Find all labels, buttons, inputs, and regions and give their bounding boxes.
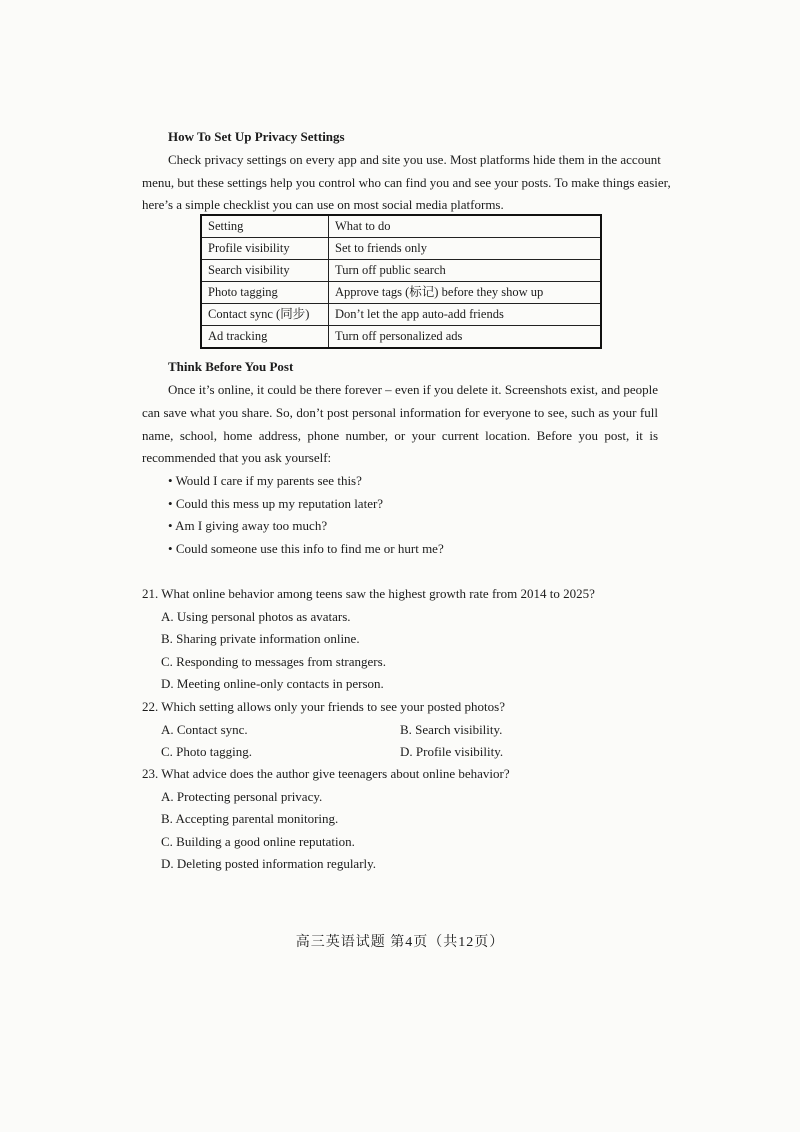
q22-option-c: C. Photo tagging. (161, 744, 253, 759)
bullet-item: • Could this mess up my reputation later? (168, 496, 384, 511)
table-cell: Ad tracking (201, 326, 329, 349)
table-cell: Turn off personalized ads (329, 326, 602, 349)
q21-option-c: C. Responding to messages from strangers. (161, 654, 386, 669)
table-cell: Contact sync (同步) (201, 304, 329, 326)
table-header-row (201, 215, 601, 238)
table-cell: What to do (329, 215, 602, 238)
table-cell: Set to friends only (329, 238, 602, 260)
table-cell: Approve tags (标记) before they show up (329, 282, 602, 304)
q23-option-b: B. Accepting parental monitoring. (161, 811, 339, 826)
table-cell: Search visibility (201, 260, 329, 282)
table-cell: Profile visibility (201, 238, 329, 260)
q22-option-b: B. Search visibility. (400, 722, 503, 737)
table-row (201, 282, 601, 304)
think-line: name, school, home address, phone number, or your current location. Before you post, it is (142, 428, 658, 443)
table-cell: Photo tagging (201, 282, 329, 304)
q23-option-a: A. Protecting personal privacy. (161, 789, 323, 804)
table-row (201, 304, 601, 326)
q21-option-a: A. Using personal photos as avatars. (161, 609, 351, 624)
think-line: recommended that you ask yourself: (142, 450, 332, 465)
bullet-item: • Would I care if my parents see this? (168, 473, 362, 488)
privacy-intro-line: menu, but these settings help you control who can find you and see your posts. To make things easier, (142, 175, 671, 190)
think-line: Once it’s online, it could be there forever – even if you delete it. Screenshots exist, and people (168, 382, 658, 397)
table-cell: Don’t let the app auto-add friends (329, 304, 602, 326)
page-footer: 高三英语试题 第4页（共12页） (295, 935, 505, 950)
bullet-item: • Could someone use this info to find me or hurt me? (168, 541, 444, 556)
question-23-stem: 23. What advice does the author give teenagers about online behavior? (142, 766, 510, 781)
table-cell: Setting (201, 215, 329, 238)
table-row (201, 326, 601, 349)
q23-option-c: C. Building a good online reputation. (161, 834, 355, 849)
table-row (201, 238, 601, 260)
think-line: can save what you share. So, don’t post personal information for everyone to see, such as your full (142, 405, 658, 420)
q22-option-a: A. Contact sync. (161, 722, 248, 737)
think-heading: Think Before You Post (168, 359, 294, 374)
bullet-icon: • (168, 518, 176, 533)
bullet-icon: • (168, 473, 176, 488)
table-row (201, 260, 601, 282)
question-22-stem: 22. Which setting allows only your friends to see your posted photos? (142, 699, 505, 714)
privacy-intro-line: Check privacy settings on every app and site you use. Most platforms hide them in the account (168, 152, 661, 167)
question-21-stem: 21. What online behavior among teens saw the highest growth rate from 2014 to 2025? (142, 586, 595, 601)
privacy-intro-line: here’s a simple checklist you can use on most social media platforms. (142, 197, 504, 212)
privacy-heading: How To Set Up Privacy Settings (168, 129, 345, 144)
q22-option-d: D. Profile visibility. (400, 744, 504, 759)
q21-option-b: B. Sharing private information online. (161, 631, 360, 646)
bullet-item: • Am I giving away too much? (168, 518, 328, 533)
privacy-checklist-table (200, 214, 602, 349)
q23-option-d: D. Deleting posted information regularly. (161, 856, 377, 871)
q21-option-d: D. Meeting online-only contacts in person. (161, 676, 384, 691)
bullet-icon: • (168, 541, 176, 556)
bullet-icon: • (168, 496, 176, 511)
table-cell: Turn off public search (329, 260, 602, 282)
